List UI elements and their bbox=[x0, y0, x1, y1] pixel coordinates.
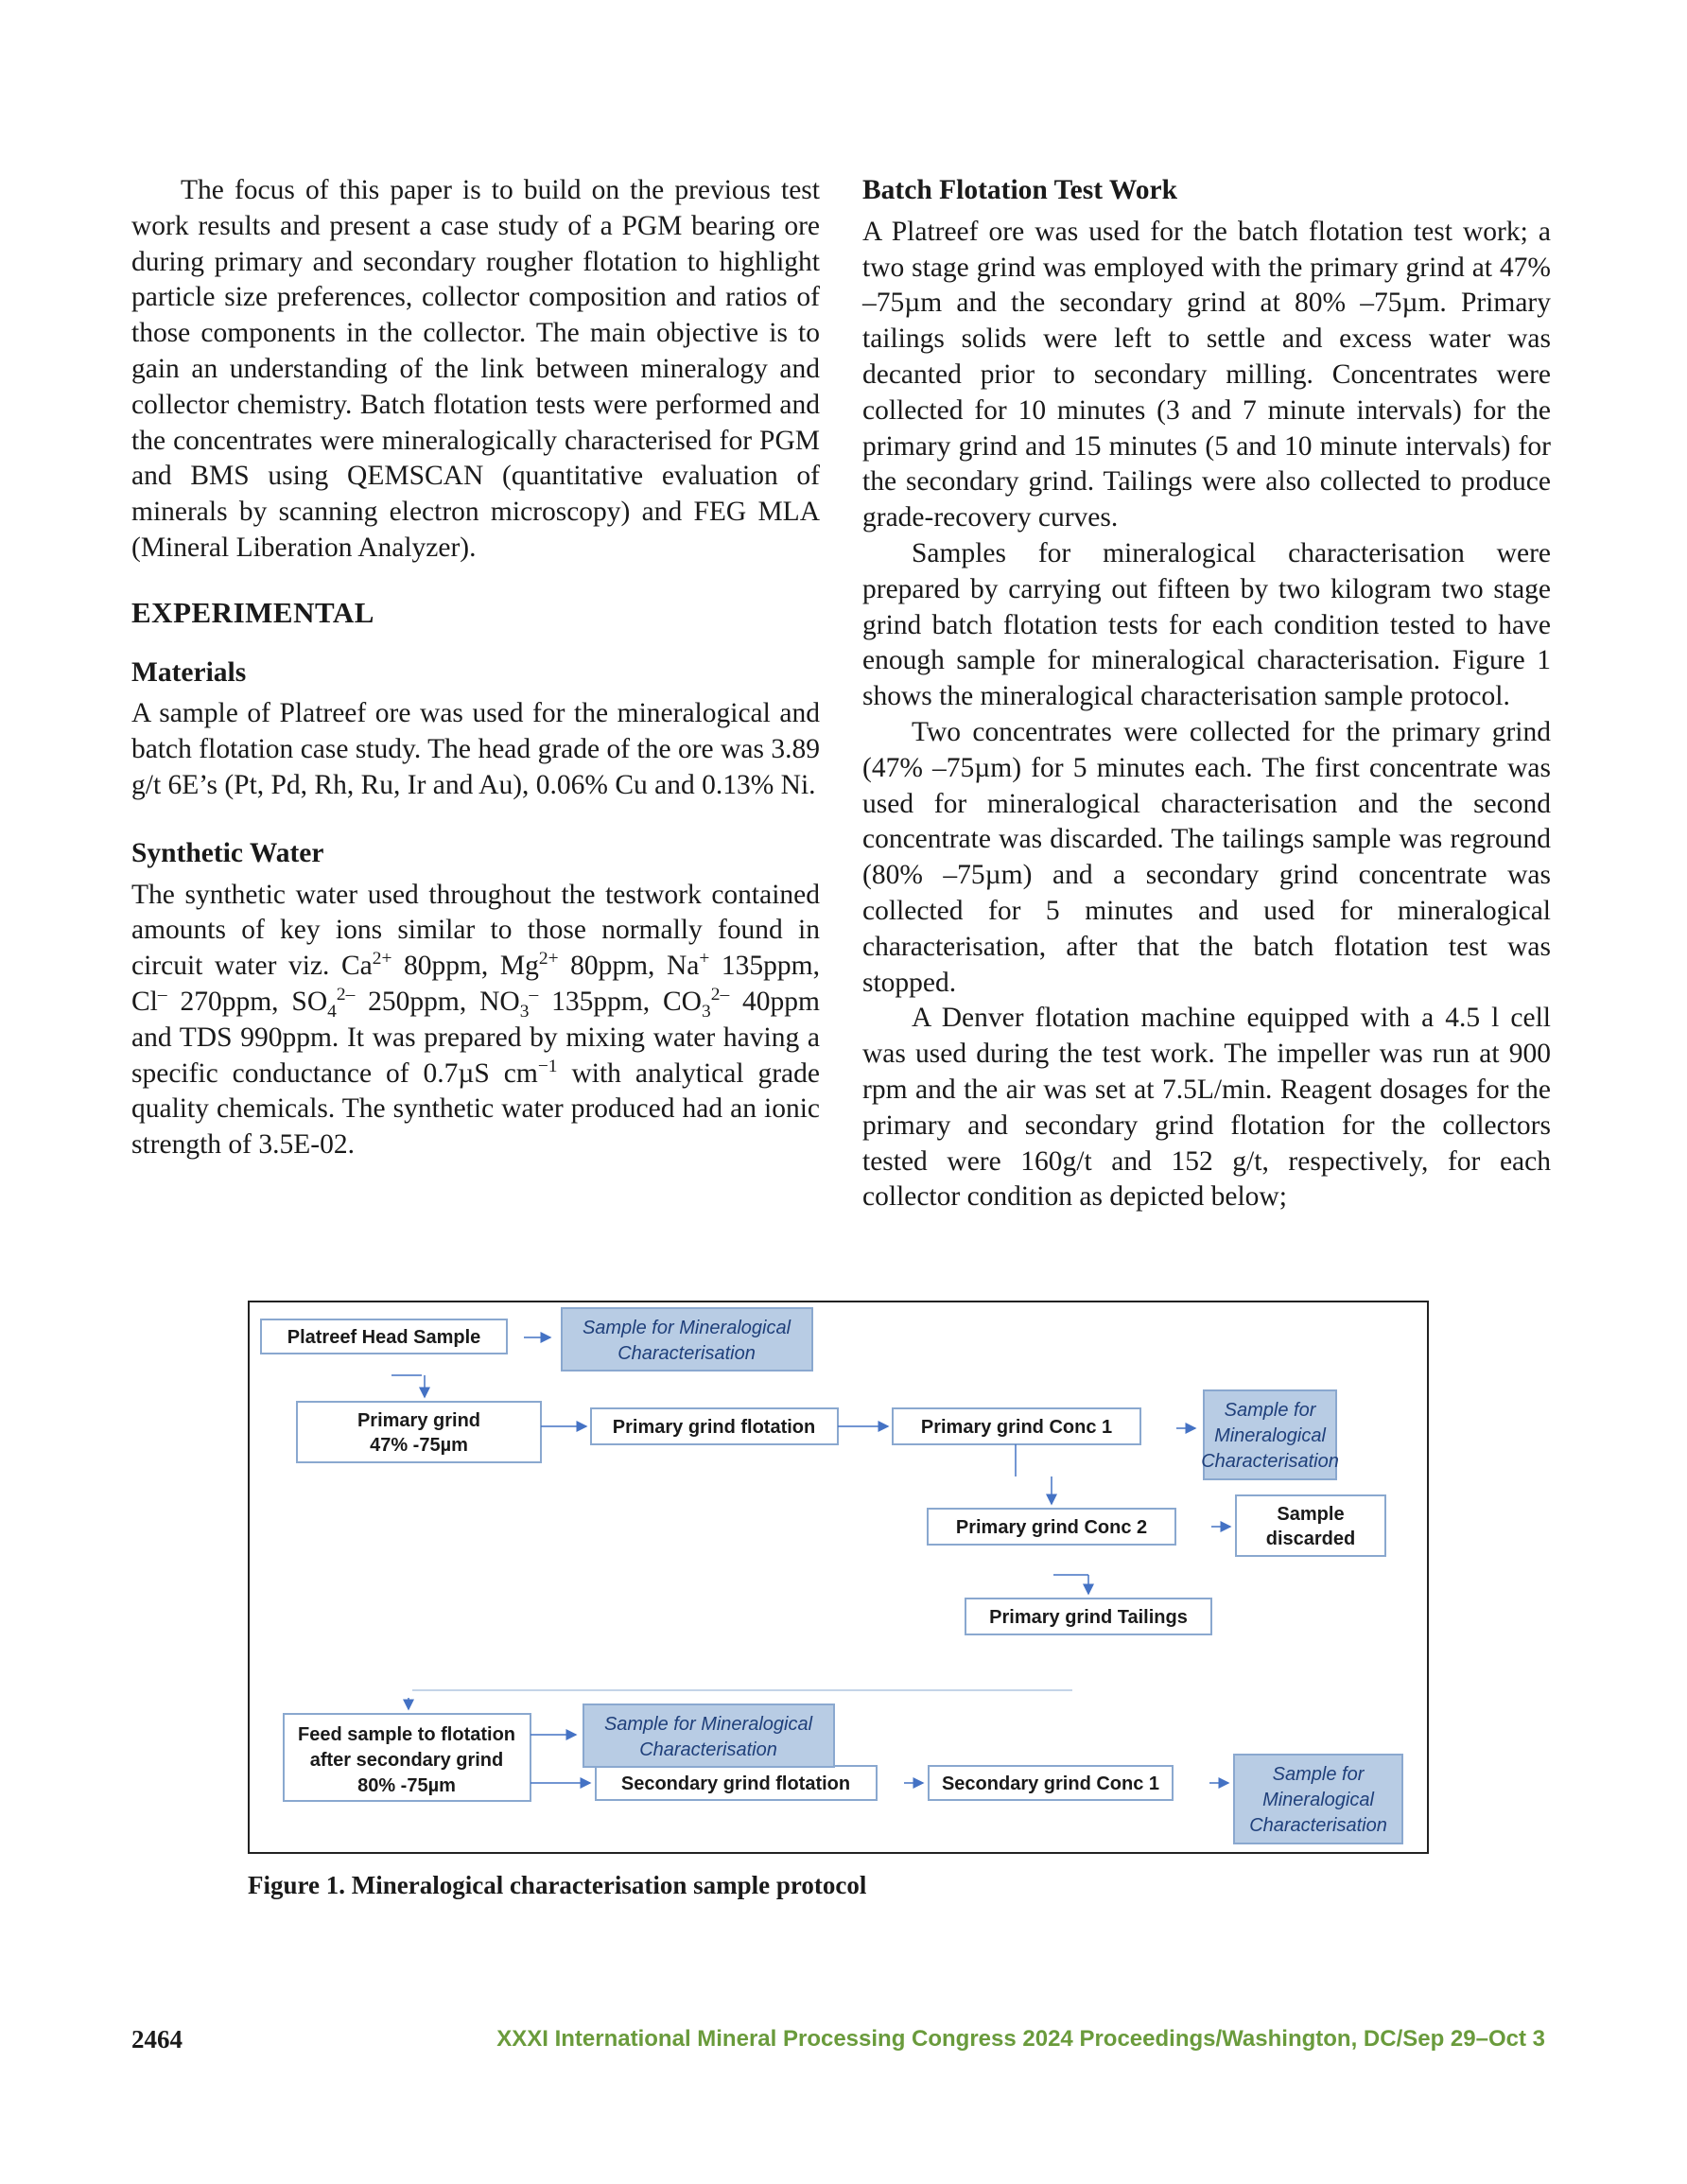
flowchart-svg bbox=[250, 1302, 1427, 1852]
label-mineralogical-secondary: Mineralogical bbox=[1262, 1790, 1374, 1810]
batch-paragraph-2: Samples for mineralogical characterisation were prepared by carrying out fifteen by two kilogram two stage grind batch flotation tests for each condition tested to have enough sample for mineralogical characterisation. Figure 1 shows the mineralogical characterisation sample protocol. bbox=[862, 537, 1551, 712]
proceedings-footer: XXXI International Mineral Processing Congress 2024 Proceedings/Washington, DC/Sep 29–Oct 3 bbox=[496, 2026, 1545, 2052]
left-column bbox=[131, 173, 820, 1163]
label-secondary-conc1: Secondary grind Conc 1 bbox=[941, 1773, 1160, 1794]
subheading-materials: Materials bbox=[131, 656, 247, 688]
subheading-synthetic-water: Synthetic Water bbox=[131, 837, 324, 868]
materials-paragraph: A sample of Platreef ore was used for the mineralogical and batch flotation case study. The head grade of the ore was 3.89 g/t 6E’s (Pt, Pd, Rh, Ru, Ir and Au), 0.06% Cu and 0.13% Ni. bbox=[131, 698, 820, 800]
label-primary-flotation: Primary grind flotation bbox=[612, 1417, 816, 1438]
label-primary-conc1: Primary grind Conc 1 bbox=[920, 1417, 1113, 1438]
label-secondary-flotation: Secondary grind flotation bbox=[620, 1773, 851, 1794]
label-primary-grind-2: 47% -75µm bbox=[370, 1435, 468, 1456]
figure-caption: Figure 1. Mineralogical characterisation sample protocol bbox=[248, 1871, 867, 1899]
section-heading-experimental: EXPERIMENTAL bbox=[131, 595, 374, 629]
label-sample-for-secondary: Sample for bbox=[1272, 1764, 1365, 1785]
subheading-batch-flotation: Batch Flotation Test Work bbox=[862, 175, 1178, 205]
label-characterisation-conc1: Characterisation bbox=[1201, 1451, 1339, 1472]
label-sample-for-conc1: Sample for bbox=[1224, 1400, 1316, 1421]
right-column bbox=[862, 173, 1551, 1215]
label-primary-grind-1: Primary grind bbox=[357, 1410, 481, 1431]
label-characterisation-head: Characterisation bbox=[617, 1343, 756, 1364]
label-primary-tailings: Primary grind Tailings bbox=[989, 1607, 1188, 1628]
label-feed-2: after secondary grind bbox=[309, 1750, 504, 1771]
label-head-sample: Platreef Head Sample bbox=[287, 1327, 481, 1348]
label-sample-mineralogical-feed: Sample for Mineralogical bbox=[603, 1714, 813, 1735]
label-characterisation-secondary: Characterisation bbox=[1249, 1815, 1387, 1836]
page-number: 2464 bbox=[131, 2025, 183, 2053]
intro-paragraph: The focus of this paper is to build on the previous test work results and present a case study of a PGM bearing ore during primary and secondary rougher flotation to highlight particle size preferences, collector composition and ratios of those components in the collector. The main objective is to gain an understanding of the link between mineralogy and collector chemistry. Batch flotation tests were performed and the concentrates were mineralogically characterised for PGM and BMS using QEMSCAN (quantitative evaluation of minerals by scanning electron microscopy) and FEG MLA (Mineral Liberation Analyzer). bbox=[131, 175, 820, 563]
label-sample-discarded-1: Sample bbox=[1277, 1504, 1345, 1525]
label-characterisation-feed: Characterisation bbox=[639, 1739, 777, 1760]
batch-paragraph-4: A Denver flotation machine equipped with a 4.5 l cell was used during the test work. The impeller was run at 900 rpm and the air was set at 7.5L/min. Reagent dosages for the primary and secondary grind flotation for the collectors tested were 160g/t and 152 g/t, respectively, for each collector condition as depicted below; bbox=[862, 1003, 1551, 1213]
label-sample-discarded-2: discarded bbox=[1265, 1529, 1356, 1549]
label-mineralogical-conc1: Mineralogical bbox=[1214, 1425, 1326, 1446]
label-sample-mineralogical-head: Sample for Mineralogical bbox=[582, 1318, 791, 1338]
label-primary-conc2: Primary grind Conc 2 bbox=[955, 1517, 1148, 1538]
synthetic-water-paragraph: The synthetic water used throughout the testwork contained amounts of key ions similar to those normally found in circuit water viz. $Ca^{2+}$ 80ppm, $Mg^{2+}$ 80ppm, Na+ 135ppm, Cl– 270ppm, $SO_4^{2-}$ 250ppm, $NO_3^-$ 135ppm, $CO_3^{2-}$ 40ppm and TDS 990ppm. It was prepared by mixing water having a specific conductance of 0.7µS $cm^{-1}$ with analytical grade quality chemicals. The synthetic water produced had an ionic strength of 3.5E-02. bbox=[131, 879, 821, 1161]
batch-paragraph-1: A Platreef ore was used for the batch flotation test work; a two stage grind was employed with the primary grind at 47% –75µm and the secondary grind at 80% –75µm. Primary tailings solids were left to settle and excess water was decanted prior to secondary milling. Concentrates were collected for 10 minutes (3 and 7 minute intervals) for the primary grind and 15 minutes (5 and 10 minute intervals) for the secondary grind. Tailings were also collected to produce grade-recovery curves. bbox=[862, 216, 1551, 533]
label-feed-3: 80% -75µm bbox=[357, 1775, 456, 1796]
figure-flowchart bbox=[248, 1301, 1429, 1854]
label-feed-1: Feed sample to flotation bbox=[297, 1724, 516, 1745]
batch-paragraph-3: Two concentrates were collected for the primary grind (47% –75µm) for 5 minutes each. The first concentrate was used for mineralogical characterisation and the second concentrate was discarded. The tailings sample was reground (80% –75µm) and a secondary grind concentrate was collected for 5 minutes and used for mineralogical characterisation, after that the batch flotation test was stopped. bbox=[862, 716, 1551, 998]
